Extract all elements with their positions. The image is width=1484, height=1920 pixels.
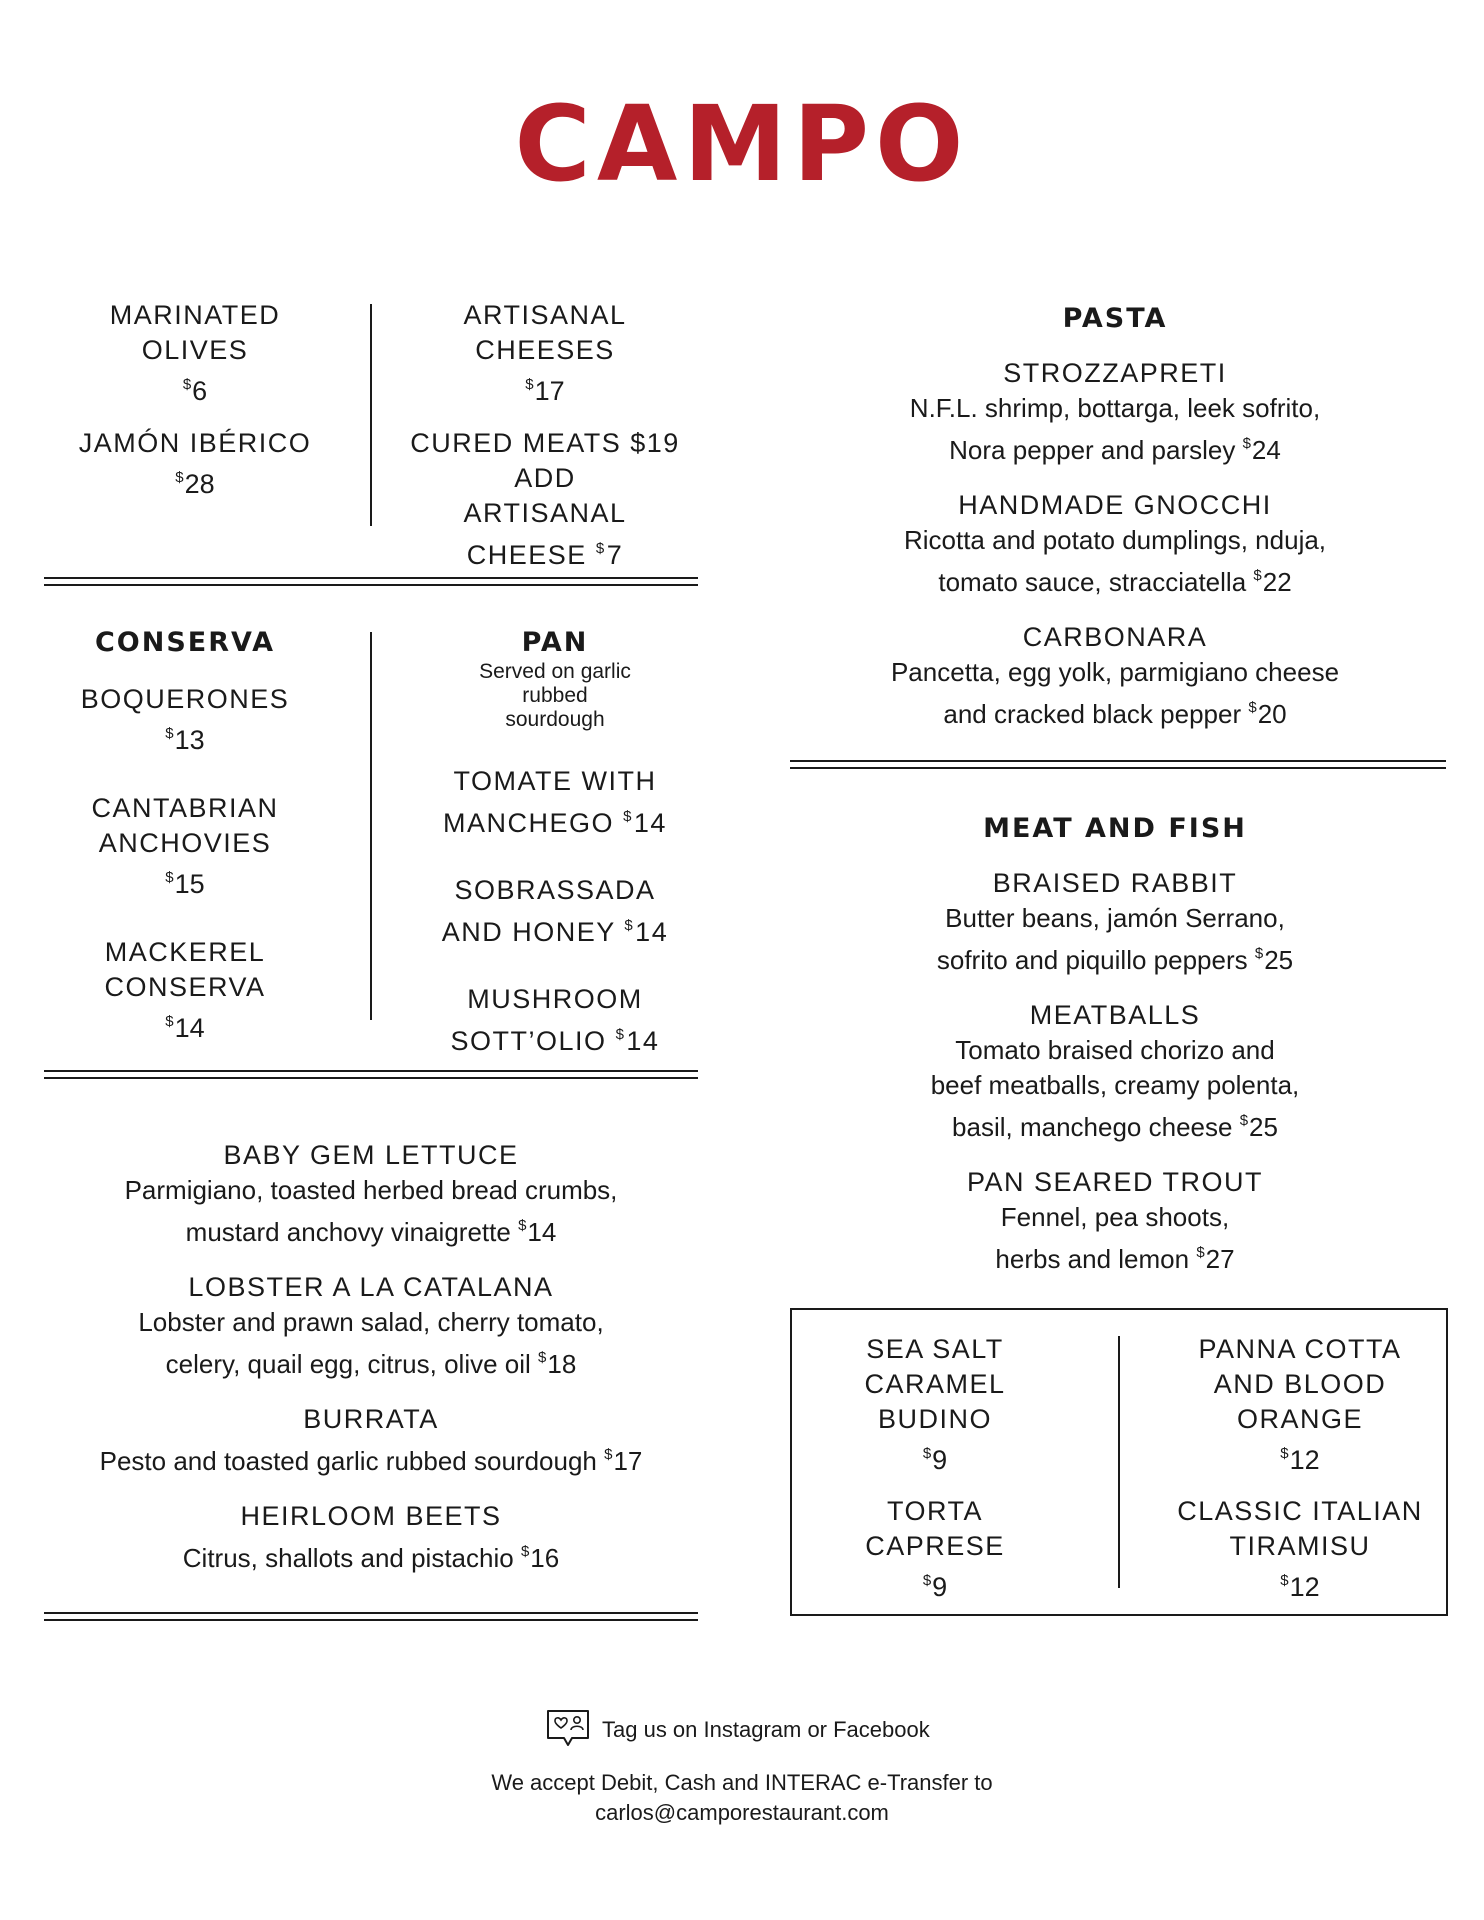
item-name: MUSHROOM SOTT’OLIO xyxy=(450,984,643,1056)
item-name: BRAISED RABBIT xyxy=(992,868,1238,898)
item-description: Nora pepper and parsley xyxy=(949,435,1236,465)
item-price: 20 xyxy=(1257,699,1287,729)
menu-item: STROZZAPRETI N.F.L. shrimp, bottarga, leek sofrito, Nora pepper and parsley $24 xyxy=(790,356,1440,468)
item-price: $15 xyxy=(165,869,205,899)
menu-item: CARBONARA Pancetta, egg yolk, parmigiano cheese and cracked black pepper $20 xyxy=(790,620,1440,732)
item-description: Pesto and toasted garlic rubbed sourdough xyxy=(99,1446,597,1476)
starter-cured-meats xyxy=(400,426,690,573)
item-price: $17 xyxy=(525,376,565,406)
item-name: TOMATE WITH MANCHEGO xyxy=(443,766,657,838)
item-name: SOBRASSADA AND HONEY xyxy=(441,875,656,947)
item-price: 14 xyxy=(626,1026,660,1056)
item-name: ARTISANAL CHEESES xyxy=(463,300,627,365)
section-heading: CONSERVA xyxy=(94,627,275,658)
item-name: CLASSIC ITALIAN TIRAMISU xyxy=(1177,1496,1423,1561)
social-row xyxy=(544,1708,1044,1752)
item-price: 14 xyxy=(635,917,669,947)
item-name: HEIRLOOM BEETS xyxy=(240,1501,502,1531)
item-price: $12 xyxy=(1280,1445,1320,1475)
menu-item xyxy=(60,935,310,1045)
item-name: BURRATA xyxy=(303,1404,439,1434)
item-price: 27 xyxy=(1205,1244,1235,1274)
item-price: 24 xyxy=(1251,435,1281,465)
salad-section xyxy=(44,1138,698,1576)
item-price: 18 xyxy=(547,1349,577,1379)
item-price: $13 xyxy=(165,725,205,755)
menu-item: LOBSTER A LA CATALANA Lobster and prawn salad, cherry tomato, celery, quail egg, citrus, olive oil $18 xyxy=(44,1270,698,1382)
menu-item: MUSHROOM SOTT’OLIO $14 xyxy=(450,984,660,1056)
item-price: 16 xyxy=(530,1543,560,1573)
item-price: 25 xyxy=(1249,1112,1278,1142)
item-name: PANNA COTTA AND BLOOD ORANGE xyxy=(1198,1334,1402,1434)
section-divider xyxy=(44,577,698,586)
pan-section xyxy=(410,626,700,1059)
item-description: Fennel, pea shoots, xyxy=(1000,1202,1230,1232)
menu-item: MEATBALLS Tomato braised chorizo and beef meatballs, creamy polenta, basil, manchego cheese $25 xyxy=(790,998,1440,1145)
dessert-torta xyxy=(840,1494,1030,1604)
dessert-budino xyxy=(840,1332,1030,1477)
item-description: basil, manchego cheese xyxy=(952,1112,1233,1142)
dessert-tiramisu xyxy=(1164,1494,1436,1604)
item-description: Parmigiano, toasted herbed bread crumbs, xyxy=(124,1175,618,1205)
item-price: 17 xyxy=(613,1446,643,1476)
item-name: JAMÓN IBÉRICO xyxy=(78,428,312,458)
starter-cheeses xyxy=(400,298,690,408)
menu-item: BURRATA Pesto and toasted garlic rubbed sourdough $17 xyxy=(44,1402,698,1479)
section-heading: PASTA xyxy=(1062,303,1168,334)
item-price: 14 xyxy=(527,1217,557,1247)
item-description: Tomato braised chorizo and xyxy=(955,1035,1275,1065)
menu-item: HEIRLOOM BEETS Citrus, shallots and pistachio $16 xyxy=(44,1499,698,1576)
item-description: mustard anchovy vinaigrette xyxy=(185,1217,511,1247)
column-divider xyxy=(370,304,372,526)
item-description: herbs and lemon xyxy=(995,1244,1190,1274)
item-name: STROZZAPRETI xyxy=(1003,358,1227,388)
restaurant-logo: CAMPO xyxy=(514,83,970,205)
menu-item: PAN SEARED TROUT Fennel, pea shoots, herbs and lemon $27 xyxy=(790,1165,1440,1277)
column-divider xyxy=(1118,1336,1120,1588)
social-chat-icon xyxy=(544,1708,592,1752)
item-description: tomato sauce, stracciatella xyxy=(938,567,1247,597)
item-price: 22 xyxy=(1262,567,1292,597)
add-cheese-option: ADD ARTISANAL CHEESE $7 xyxy=(463,463,627,570)
meat-fish-section xyxy=(790,812,1440,1277)
section-divider xyxy=(44,1612,698,1621)
section-subheading: Served on garlic rubbed sourdough xyxy=(479,660,631,731)
column-divider xyxy=(370,632,372,1020)
item-name: BABY GEM LETTUCE xyxy=(223,1140,519,1170)
payment-info: We accept Debit, Cash and INTERAC e-Transfer to xyxy=(491,1770,993,1795)
item-name: MARINATED OLIVES xyxy=(109,300,281,365)
item-name: MEATBALLS xyxy=(1029,1000,1201,1030)
menu-item: HANDMADE GNOCCHI Ricotta and potato dumplings, nduja, tomato sauce, stracciatella $22 xyxy=(790,488,1440,600)
pasta-section xyxy=(790,302,1440,732)
starter-olives xyxy=(60,298,330,408)
starter-jamon xyxy=(60,426,330,501)
section-heading: MEAT AND FISH xyxy=(983,813,1247,844)
section-heading: PAN xyxy=(521,627,589,658)
section-divider xyxy=(790,760,1446,769)
item-price: $28 xyxy=(175,469,215,499)
menu-item: BRAISED RABBIT Butter beans, jamón Serrano, sofrito and piquillo peppers $25 xyxy=(790,866,1440,978)
dessert-panna-cotta xyxy=(1180,1332,1420,1477)
item-description: N.F.L. shrimp, bottarga, leek sofrito, xyxy=(909,393,1321,423)
item-price: $14 xyxy=(165,1013,205,1043)
contact-email: carlos@camporestaurant.com xyxy=(595,1800,889,1825)
item-name: HANDMADE GNOCCHI xyxy=(958,490,1272,520)
item-description: celery, quail egg, citrus, olive oil xyxy=(165,1349,531,1379)
item-description: sofrito and piquillo peppers xyxy=(936,945,1248,975)
item-name: CURED MEATS $19 xyxy=(410,428,680,458)
item-price: 14 xyxy=(633,808,667,838)
item-name: TORTA CAPRESE xyxy=(865,1496,1005,1561)
social-text: Tag us on Instagram or Facebook xyxy=(602,1717,930,1742)
item-name: BOQUERONES xyxy=(80,684,290,714)
item-description: Pancetta, egg yolk, parmigiano cheese xyxy=(890,657,1340,687)
item-price: $12 xyxy=(1280,1572,1320,1602)
item-name: CARBONARA xyxy=(1022,622,1208,652)
item-name: LOBSTER A LA CATALANA xyxy=(188,1272,554,1302)
item-description: Citrus, shallots and pistachio xyxy=(182,1543,514,1573)
item-name: SEA SALT CARAMEL BUDINO xyxy=(864,1334,1006,1434)
item-description: beef meatballs, creamy polenta, xyxy=(930,1070,1300,1100)
item-description: Butter beans, jamón Serrano, xyxy=(945,903,1285,933)
item-price: $9 xyxy=(922,1445,948,1475)
item-name: MACKEREL CONSERVA xyxy=(104,937,266,1002)
menu-item: BABY GEM LETTUCE Parmigiano, toasted herbed bread crumbs, mustard anchovy vinaigrette $14 xyxy=(44,1138,698,1250)
item-description: and cracked black pepper xyxy=(943,699,1242,729)
item-name: CANTABRIAN ANCHOVIES xyxy=(91,793,279,858)
item-description: Ricotta and potato dumplings, nduja, xyxy=(903,525,1327,555)
item-name: PAN SEARED TROUT xyxy=(966,1167,1264,1197)
item-description: Lobster and prawn salad, cherry tomato, xyxy=(138,1307,604,1337)
menu-item xyxy=(60,791,310,901)
menu-item: SOBRASSADA AND HONEY $14 xyxy=(441,875,669,947)
section-divider xyxy=(44,1070,698,1079)
menu-item: TOMATE WITH MANCHEGO $14 xyxy=(443,766,667,838)
item-price: 25 xyxy=(1264,945,1294,975)
item-price: $6 xyxy=(182,376,208,406)
conserva-section xyxy=(60,626,310,1045)
menu-item xyxy=(60,682,310,757)
item-price: $9 xyxy=(922,1572,948,1602)
